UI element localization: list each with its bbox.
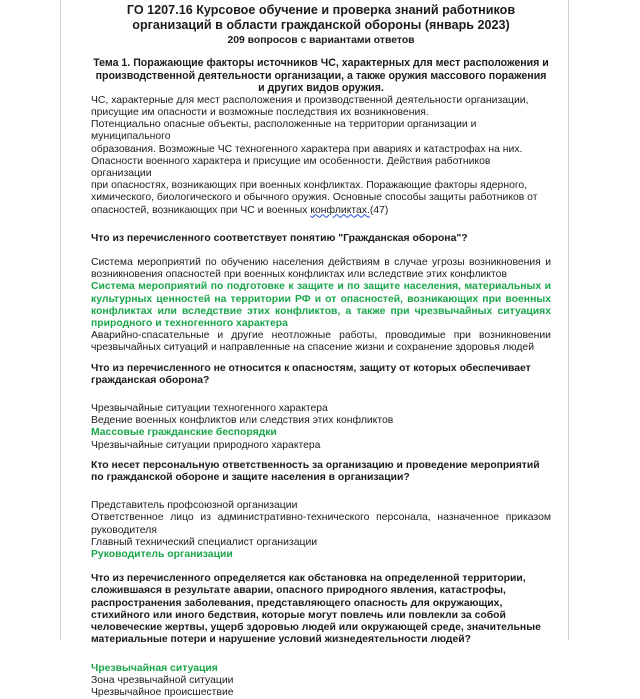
question-block xyxy=(91,573,551,699)
question-block xyxy=(91,233,551,355)
answer-option: Ответственное лицо из административно-технического персонала, назначенное приказом руководителя xyxy=(91,512,551,536)
answer-option-correct: Руководитель организации xyxy=(91,549,233,561)
answer-option: Представитель профсоюзной организации xyxy=(91,500,298,512)
answer-option: Чрезвычайные ситуации природного характера xyxy=(91,439,321,451)
answer-option: Система мероприятий по обучению населения действиям в случае угрозы возникновения и возникновения опасностей при военных конфликтах или вследствие этих конфликтов xyxy=(91,257,551,281)
intro-line: Потенциально опасные объекты, расположенные на территории организации и муниципального xyxy=(91,119,477,143)
intro-line-last xyxy=(91,205,551,217)
intro-line: химического, биологического и обычного оружия. Основные способы защиты работников от xyxy=(91,192,538,204)
intro-line: Опасности военного характера и присущие им особенности. Действия работников организации xyxy=(91,155,491,179)
spellcheck-word: конфликтах. xyxy=(310,204,370,216)
intro-line: присущие им опасности и возможные последствия их возникновения. xyxy=(91,106,429,118)
topic-intro xyxy=(91,95,551,217)
answer-option: Чрезвычайное происшествие xyxy=(91,686,234,698)
answer-option-correct: Чрезвычайная ситуация xyxy=(91,662,218,674)
answer-option: Ведение военных конфликтов или следствия этих конфликтов xyxy=(91,415,394,427)
intro-line: ЧС, характерные для мест расположения и производственной деятельности организации, xyxy=(91,94,529,106)
question-block xyxy=(91,460,551,561)
title-line-2: организаций в области гражданской обороны (январь 2023) xyxy=(132,17,510,32)
answer-option: Главный технический специалист организации xyxy=(91,536,318,548)
document-title xyxy=(91,3,551,32)
question-text: Кто несет персональную ответственность за организацию и проведение мероприятий по гражданской обороне и защите населения в организации? xyxy=(91,459,540,484)
answer-option: Зона чрезвычайной ситуации xyxy=(91,674,234,686)
question-text: Что из перечисленного не относится к опасностям, защиту от которых обеспечивает гражданская оборона? xyxy=(91,362,531,386)
topic-title: Тема 1. Поражающие факторы источников ЧС, характерных для мест расположения и производственной деятельности организации, а также оружия массового поражения и других видов оружия. xyxy=(93,57,549,95)
question-block xyxy=(91,363,551,452)
document-content xyxy=(91,3,551,699)
answer-option-correct: Система мероприятий по подготовке к защите и по защите населения, материальных и культурных ценностей на территории РФ и от опасностей, возникающих при военных конфликтах или вследствие этих конфликтов, а также при чрезвычайных ситуациях природного и техногенного характера xyxy=(91,281,551,330)
question-text: Что из перечисленного соответствует понятию "Гражданская оборона"? xyxy=(91,232,468,244)
answer-option: Аварийно-спасательные и другие неотложные работы, проводимые при возникновении чрезвычайных ситуаций и направленные на спасение жизни и сохранение здоровья людей xyxy=(91,330,551,354)
title-line-1: ГО 1207.16 Курсовое обучение и проверка знаний работников xyxy=(126,3,516,17)
answer-option-correct: Массовые гражданские беспорядки xyxy=(91,427,277,439)
intro-last-prefix: опасностей, возникающих при ЧС и военных xyxy=(91,204,311,216)
question-text: Что из перечисленного определяется как обстановка на определенной территории, сложившаяся в результате аварии, опасного природного явления, катастрофы, распространения заболевания, представляющего опасность для окружающих, стихийного или иного бедствия, которые могут повлечь или повлекли за собой человеческие жертвы, ущерб здоровью людей или окружающей среде, значительные материальные потери и нарушение условий жизнедеятельности людей? xyxy=(91,573,541,646)
intro-line: при опасностях, возникающих при военных конфликтах. Поражающие факторы ядерного, xyxy=(91,180,528,192)
intro-line: образования. Возможные ЧС техногенного характера при авариях и катастрофах на них. xyxy=(91,143,523,155)
intro-last-suffix: (47) xyxy=(369,204,389,216)
answer-option: Чрезвычайные ситуации техногенного характера xyxy=(91,403,328,415)
document-subtitle: 209 вопросов с вариантами ответов xyxy=(227,35,415,46)
